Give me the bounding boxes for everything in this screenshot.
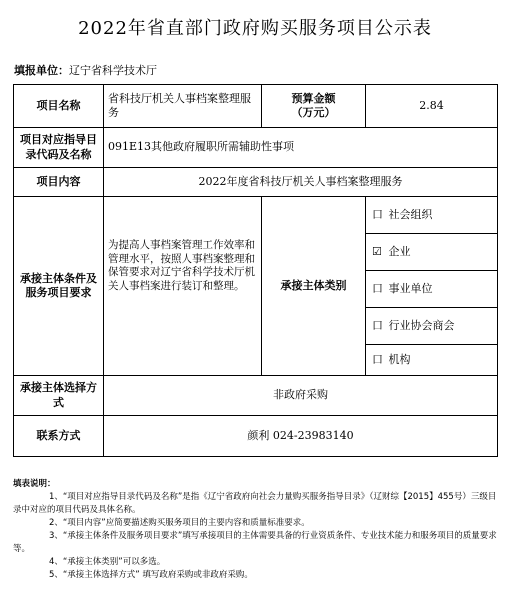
project-name-label: 项目名称 — [14, 85, 104, 128]
option-label: 社会组织 — [388, 207, 433, 221]
announcement-table — [13, 84, 498, 457]
instruction-item: 5、“承接主体选择方式” 填写政府采购或非政府采购。 — [49, 570, 253, 580]
category-option-social-org — [366, 197, 498, 234]
contact-value: 颜利 024-23983140 — [104, 416, 498, 457]
instruction-item: 1、“项目对应指导目录代码及名称”是指《辽宁省政府向社会力量购买服务指导目录》（辽财综【2015】455号）三级目录中对应的项目代码及具体名称。 — [13, 492, 497, 515]
table-row — [14, 85, 498, 128]
selection-value: 非政府采购 — [104, 376, 498, 416]
category-option-enterprise — [366, 234, 498, 271]
filing-unit-label: 填报单位： — [14, 64, 69, 77]
category-option-industry-association — [366, 308, 498, 345]
catalog-value: 091E13其他政府履职所需辅助性事项 — [104, 128, 498, 168]
table-row — [14, 416, 498, 457]
option-label: 企业 — [388, 244, 411, 258]
project-name-value: 省科技厅机关人事档案整理服务 — [104, 85, 262, 128]
table-row — [14, 168, 498, 197]
content-label: 项目内容 — [14, 168, 104, 197]
checkbox-empty-icon: 口 — [372, 352, 383, 366]
option-label: 事业单位 — [388, 281, 433, 295]
contact-label: 联系方式 — [14, 416, 104, 457]
catalog-label: 项目对应指导目录代码及名称 — [14, 128, 104, 168]
option-label: 行业协会商会 — [388, 318, 455, 332]
category-option-public-institution — [366, 271, 498, 308]
filing-unit-value: 辽宁省科学技术厅 — [69, 64, 157, 77]
page-title: 2022年省直部门政府购买服务项目公示表 — [78, 18, 432, 39]
table-row — [14, 376, 498, 416]
category-option-agency — [366, 345, 498, 376]
checkbox-checked-icon: ☑ — [372, 244, 382, 258]
category-label: 承接主体类别 — [262, 197, 366, 376]
instructions — [13, 478, 497, 582]
instruction-item: 4、“承接主体类别”可以多选。 — [49, 557, 166, 567]
budget-value: 2.84 — [366, 85, 498, 128]
requirements-label: 承接主体条件及服务项目要求 — [14, 197, 104, 376]
table-row — [14, 197, 498, 234]
requirements-value: 为提高人事档案管理工作效率和管理水平，按照人事档案整理和保管要求对辽宁省科学技术厅机关人事档案进行装订和整理。 — [104, 197, 262, 376]
instruction-item: 2、“项目内容”应简要描述购买服务项目的主要内容和质量标准要求。 — [49, 518, 310, 528]
content-value: 2022年度省科技厅机关人事档案整理服务 — [104, 168, 498, 197]
selection-label: 承接主体选择方式 — [14, 376, 104, 416]
checkbox-empty-icon: 口 — [372, 207, 383, 221]
table-row — [14, 128, 498, 168]
instructions-heading: 填表说明： — [13, 479, 56, 489]
budget-label-text: 预算金额 （万元） — [291, 91, 336, 119]
checkbox-empty-icon: 口 — [372, 281, 383, 295]
budget-label — [262, 85, 366, 128]
checkbox-empty-icon: 口 — [372, 318, 383, 332]
filing-unit — [14, 62, 157, 78]
option-label: 机构 — [388, 352, 411, 366]
instruction-item: 3、“承接主体条件及服务项目要求”填写承接项目的主体需要具备的行业资质条件、专业技术能力和服务项目的质量要求等。 — [13, 531, 497, 554]
